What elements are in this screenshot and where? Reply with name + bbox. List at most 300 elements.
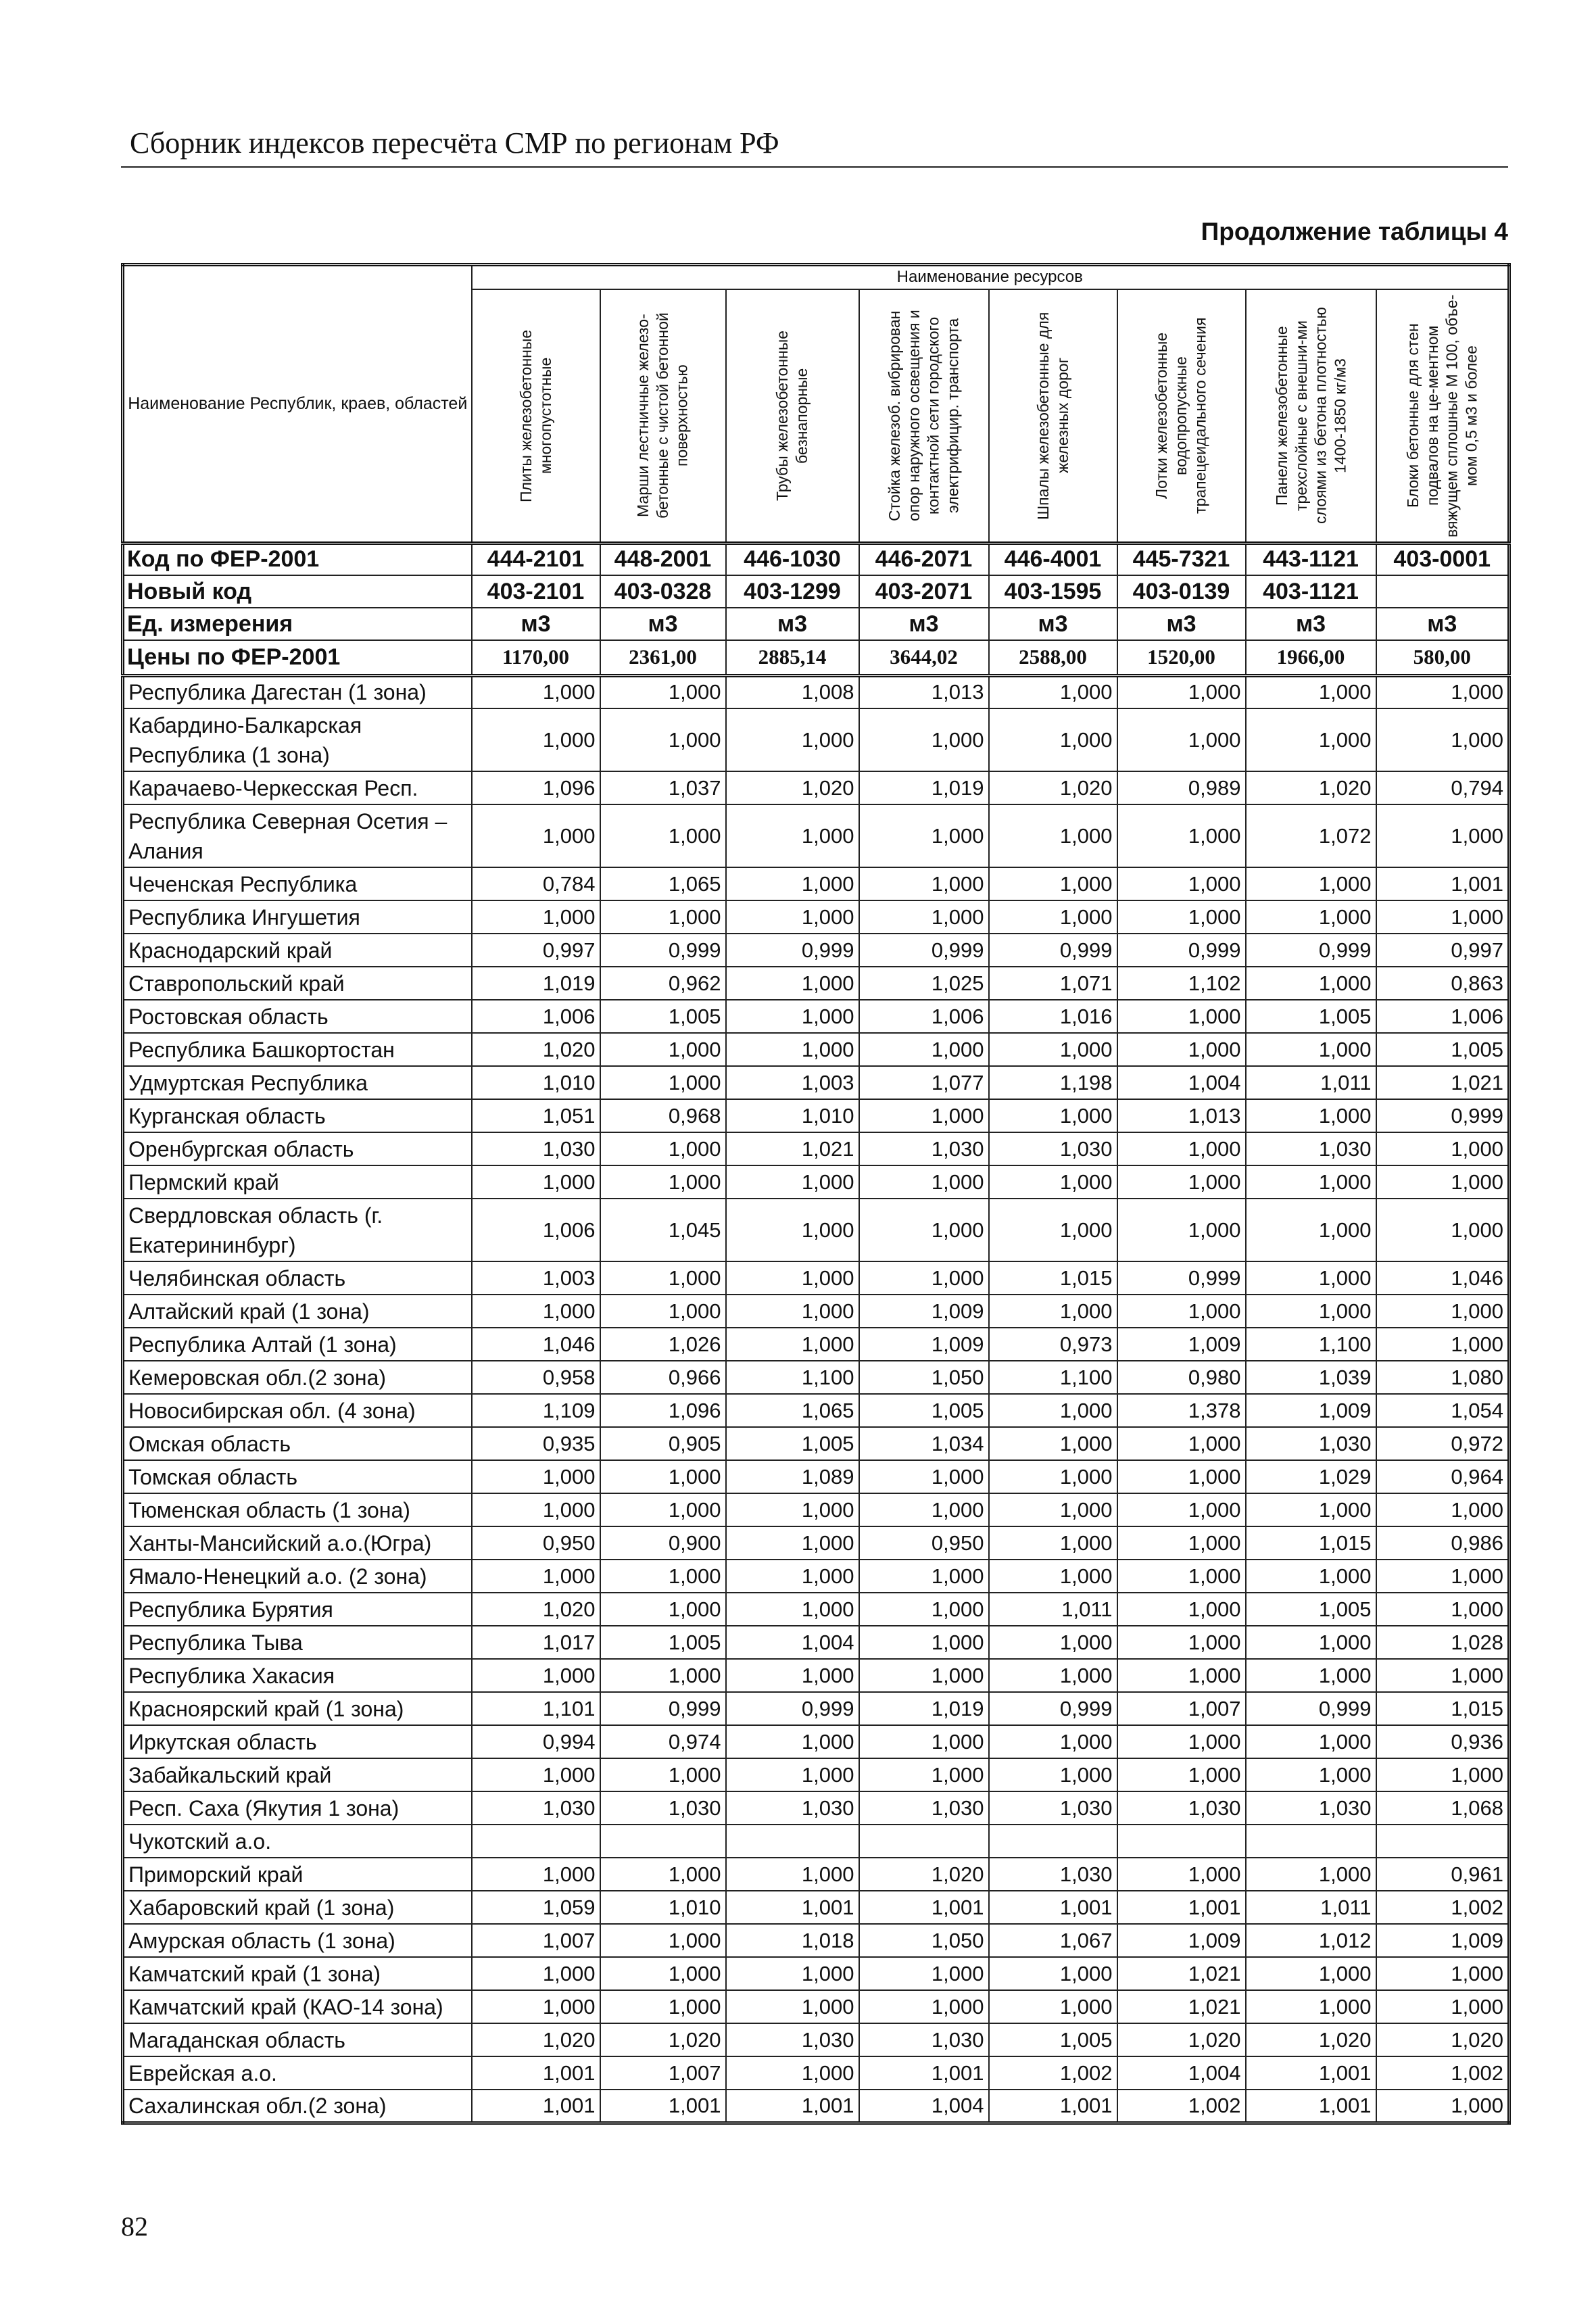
index-cell: 0,999 [726, 1692, 859, 1725]
resource-column-header [1117, 289, 1246, 544]
index-cell: 0,935 [472, 1427, 600, 1460]
index-cell: 1,030 [859, 1132, 989, 1165]
index-cell: 0,980 [1117, 1361, 1246, 1394]
index-cell: 1,072 [1246, 804, 1376, 867]
index-cell: 0,989 [1117, 771, 1246, 804]
region-name: Красноярский край (1 зона) [123, 1692, 472, 1725]
index-cell: 1,004 [726, 1626, 859, 1659]
index-cell: 1,000 [600, 1593, 726, 1626]
table-row [123, 1526, 1509, 1560]
index-cell: 1,000 [989, 867, 1117, 900]
index-cell: 1,000 [472, 1990, 600, 2023]
index-cell: 1,034 [859, 1427, 989, 1460]
index-cell: 1,000 [600, 1493, 726, 1526]
index-cell: 1,000 [989, 1560, 1117, 1593]
index-cell: 1,020 [1376, 2023, 1509, 2056]
region-name: Камчатский край (КАО-14 зона) [123, 1990, 472, 2023]
table-row [123, 867, 1509, 900]
table-row [123, 1924, 1509, 1957]
region-name: Амурская область (1 зона) [123, 1924, 472, 1957]
index-cell: 1,000 [1246, 1758, 1376, 1791]
code-cell [1376, 575, 1509, 608]
index-cell: 1,008 [726, 675, 859, 708]
region-name: Свердловская область (г. Екатерининбург) [123, 1199, 472, 1261]
index-cell: 1,005 [600, 1626, 726, 1659]
index-cell: 1,000 [859, 1990, 989, 2023]
index-cell: 1,000 [726, 804, 859, 867]
region-name: Кемеровская обл.(2 зона) [123, 1361, 472, 1394]
code-cell: м3 [1117, 608, 1246, 640]
index-cell: 0,997 [1376, 934, 1509, 967]
table-row [123, 1560, 1509, 1593]
index-cell: 1,000 [1117, 1659, 1246, 1692]
region-name: Еврейская а.о. [123, 2056, 472, 2090]
table-row [123, 1460, 1509, 1493]
index-cell: 1,000 [859, 1199, 989, 1261]
index-cell: 1,000 [600, 1261, 726, 1295]
index-cell: 1,000 [1246, 1990, 1376, 2023]
index-cell: 1,000 [1376, 675, 1509, 708]
index-cell: 1,000 [1376, 1132, 1509, 1165]
index-cell: 1,016 [989, 1000, 1117, 1033]
index-cell: 1,000 [1117, 1626, 1246, 1659]
index-cell: 0,999 [600, 934, 726, 967]
index-cell: 1,018 [726, 1924, 859, 1957]
index-cell: 1,000 [1246, 1199, 1376, 1261]
code-cell: 1170,00 [472, 640, 600, 675]
index-cell: 1,028 [1376, 1626, 1509, 1659]
resource-column-label: Шпалы железобетонные для железных дорог [1034, 311, 1071, 520]
index-cell: 1,000 [600, 1165, 726, 1199]
table-continuation-label: Продолжение таблицы 4 [1201, 218, 1508, 245]
index-cell: 1,000 [1376, 1165, 1509, 1199]
index-cell: 1,000 [726, 1033, 859, 1066]
region-name: Ставропольский край [123, 967, 472, 1000]
index-cell: 0,974 [600, 1725, 726, 1758]
index-cell: 1,080 [1376, 1361, 1509, 1394]
table-row [123, 1132, 1509, 1165]
index-cell: 1,002 [989, 2056, 1117, 2090]
index-cell [859, 1825, 989, 1858]
index-cell: 1,000 [600, 804, 726, 867]
index-cell: 1,030 [726, 2023, 859, 2056]
index-cell: 1,009 [1117, 1328, 1246, 1361]
index-cell: 1,030 [1117, 1791, 1246, 1825]
region-name: Республика Хакасия [123, 1659, 472, 1692]
index-cell: 1,019 [859, 771, 989, 804]
index-cell: 1,020 [1246, 771, 1376, 804]
index-cell: 1,000 [859, 1493, 989, 1526]
index-cell: 1,007 [1117, 1692, 1246, 1725]
index-cell: 1,000 [1117, 1593, 1246, 1626]
code-cell: 3644,02 [859, 640, 989, 675]
index-cell: 1,000 [859, 867, 989, 900]
resource-column-header [472, 289, 600, 544]
code-cell: 2885,14 [726, 640, 859, 675]
index-cell: 1,000 [600, 1659, 726, 1692]
index-cell: 1,030 [1246, 1132, 1376, 1165]
index-cell: 1,067 [989, 1924, 1117, 1957]
index-cell: 1,000 [1246, 675, 1376, 708]
index-cell: 1,000 [1376, 1493, 1509, 1526]
index-cell: 0,986 [1376, 1526, 1509, 1560]
index-cell: 1,000 [1117, 1725, 1246, 1758]
code-cell: 444-2101 [472, 543, 600, 575]
index-cell: 1,000 [726, 1593, 859, 1626]
table-row [123, 1891, 1509, 1924]
fer-price-row [123, 640, 1509, 675]
index-cell: 1,100 [1246, 1328, 1376, 1361]
index-cell: 1,001 [1246, 2056, 1376, 2090]
index-cell: 1,000 [726, 1165, 859, 1199]
index-cell: 1,000 [472, 1957, 600, 1990]
index-cell: 1,000 [1117, 1493, 1246, 1526]
index-cell [726, 1825, 859, 1858]
index-cell: 1,000 [726, 1659, 859, 1692]
region-name: Республика Бурятия [123, 1593, 472, 1626]
table-row [123, 1066, 1509, 1099]
resources-group-header: Наименование ресурсов [472, 265, 1509, 289]
index-cell: 1,000 [1246, 1957, 1376, 1990]
region-name: Ямало-Ненецкий а.о. (2 зона) [123, 1560, 472, 1593]
index-cell: 1,000 [989, 1493, 1117, 1526]
index-cell: 1,000 [859, 1626, 989, 1659]
index-cell: 1,000 [1246, 1099, 1376, 1132]
table-row [123, 1394, 1509, 1427]
index-cell: 1,000 [1376, 2090, 1509, 2123]
index-cell: 1,000 [1376, 1990, 1509, 2023]
region-name: Омская область [123, 1427, 472, 1460]
row-label: Код по ФЕР-2001 [123, 543, 472, 575]
index-cell: 1,000 [1246, 900, 1376, 934]
index-cell: 1,020 [472, 1593, 600, 1626]
index-cell: 1,000 [1376, 1328, 1509, 1361]
index-cell: 1,000 [989, 1099, 1117, 1132]
index-cell: 1,096 [472, 771, 600, 804]
index-cell: 1,000 [989, 804, 1117, 867]
index-cell: 1,021 [1117, 1957, 1246, 1990]
index-cell: 0,999 [989, 934, 1117, 967]
index-cell [1376, 1825, 1509, 1858]
region-name: Чукотский а.о. [123, 1825, 472, 1858]
code-cell: м3 [989, 608, 1117, 640]
region-name: Ханты-Мансийский а.о.(Югра) [123, 1526, 472, 1560]
index-cell: 1,009 [859, 1328, 989, 1361]
index-cell: 1,004 [1117, 2056, 1246, 2090]
index-cell: 1,021 [1376, 1066, 1509, 1099]
index-cell: 1,021 [1117, 1990, 1246, 2023]
index-cell: 1,000 [726, 967, 859, 1000]
new-code-row [123, 575, 1509, 608]
table-row [123, 1990, 1509, 2023]
index-cell: 1,013 [1117, 1099, 1246, 1132]
index-cell: 1,005 [989, 2023, 1117, 2056]
index-cell: 1,013 [859, 675, 989, 708]
index-cell: 1,000 [1246, 1659, 1376, 1692]
table-row [123, 804, 1509, 867]
index-cell: 1,050 [859, 1361, 989, 1394]
index-cell: 1,001 [1376, 867, 1509, 900]
index-cell: 0,999 [1117, 1261, 1246, 1295]
index-cell: 1,000 [726, 1560, 859, 1593]
index-cell: 1,029 [1246, 1460, 1376, 1493]
index-cell: 0,863 [1376, 967, 1509, 1000]
index-cell: 0,999 [1246, 934, 1376, 967]
index-cell: 1,000 [1246, 1858, 1376, 1891]
region-name: Ростовская область [123, 1000, 472, 1033]
table-row [123, 1825, 1509, 1858]
index-cell: 1,000 [859, 1099, 989, 1132]
index-cell: 1,020 [1246, 2023, 1376, 2056]
region-name: Республика Ингушетия [123, 900, 472, 934]
index-cell: 1,000 [859, 1033, 989, 1066]
index-cell: 1,000 [989, 1990, 1117, 2023]
page-number: 82 [121, 2211, 148, 2242]
region-name: Алтайский край (1 зона) [123, 1295, 472, 1328]
index-cell: 1,007 [600, 2056, 726, 2090]
index-cell: 0,999 [1117, 934, 1246, 967]
index-cell: 1,001 [1117, 1891, 1246, 1924]
index-cell: 0,999 [726, 934, 859, 967]
index-cell: 1,006 [859, 1000, 989, 1033]
code-cell: 445-7321 [1117, 543, 1246, 575]
index-cell: 1,000 [859, 1560, 989, 1593]
index-cell: 1,000 [989, 1427, 1117, 1460]
index-cell: 1,015 [989, 1261, 1117, 1295]
index-cell: 1,000 [989, 1295, 1117, 1328]
index-cell: 1,000 [989, 675, 1117, 708]
table-row [123, 1692, 1509, 1725]
index-cell: 1,000 [726, 1000, 859, 1033]
index-cell: 1,000 [1117, 708, 1246, 771]
code-cell: 403-0001 [1376, 543, 1509, 575]
index-cell [600, 1825, 726, 1858]
region-name: Чеченская Республика [123, 867, 472, 900]
index-cell: 1,000 [472, 1659, 600, 1692]
index-cell: 1,000 [726, 1758, 859, 1791]
index-cell: 1,000 [1117, 1560, 1246, 1593]
index-cell: 1,015 [1376, 1692, 1509, 1725]
table-row [123, 675, 1509, 708]
index-cell: 1,000 [600, 675, 726, 708]
document-title: Сборник индексов пересчёта СМР по регионам РФ [130, 126, 779, 160]
index-cell: 1,000 [726, 1858, 859, 1891]
index-cell: 1,005 [1246, 1000, 1376, 1033]
index-cell: 1,000 [726, 1261, 859, 1295]
index-cell: 0,999 [1246, 1692, 1376, 1725]
code-cell: м3 [600, 608, 726, 640]
index-cell: 1,019 [859, 1692, 989, 1725]
index-cell: 1,020 [600, 2023, 726, 2056]
index-cell: 1,000 [1117, 1165, 1246, 1199]
index-cell: 1,000 [600, 1957, 726, 1990]
unit-row [123, 608, 1509, 640]
row-label: Новый код [123, 575, 472, 608]
index-cell: 1,000 [472, 1758, 600, 1791]
index-cell: 1,004 [1117, 1066, 1246, 1099]
index-cell: 1,000 [600, 1066, 726, 1099]
index-cell: 1,000 [1376, 708, 1509, 771]
region-name: Республика Алтай (1 зона) [123, 1328, 472, 1361]
index-cell: 1,102 [1117, 967, 1246, 1000]
index-cell: 1,000 [1117, 867, 1246, 900]
code-cell: 448-2001 [600, 543, 726, 575]
resource-column-label: Марши лестничные железо-бетонные с чистой бетонной поверхностью [634, 312, 691, 518]
index-cell: 1,000 [1117, 1000, 1246, 1033]
index-cell: 1,000 [989, 1626, 1117, 1659]
index-cell: 1,010 [600, 1891, 726, 1924]
table-row [123, 2056, 1509, 2090]
table-row [123, 1000, 1509, 1033]
index-cell: 1,000 [1246, 1033, 1376, 1066]
index-cell: 0,999 [1376, 1099, 1509, 1132]
index-cell: 1,000 [989, 1165, 1117, 1199]
region-name: Удмуртская Республика [123, 1066, 472, 1099]
index-cell: 1,010 [726, 1099, 859, 1132]
region-name: Карачаево-Черкесская Респ. [123, 771, 472, 804]
region-name: Камчатский край (1 зона) [123, 1957, 472, 1990]
index-cell [472, 1825, 600, 1858]
index-cell: 1,000 [600, 1560, 726, 1593]
index-cell: 1,000 [859, 1593, 989, 1626]
table-row [123, 1361, 1509, 1394]
index-cell: 1,000 [1376, 804, 1509, 867]
index-cell: 1,000 [859, 1460, 989, 1493]
index-cell: 1,001 [472, 2056, 600, 2090]
index-cell: 1,000 [472, 1165, 600, 1199]
index-cell [1246, 1825, 1376, 1858]
table-row [123, 1758, 1509, 1791]
index-cell: 1,198 [989, 1066, 1117, 1099]
region-name: Челябинская область [123, 1261, 472, 1295]
index-cell: 0,964 [1376, 1460, 1509, 1493]
table-row [123, 1427, 1509, 1460]
index-cell: 1,000 [726, 867, 859, 900]
table-row [123, 1725, 1509, 1758]
code-cell: 1520,00 [1117, 640, 1246, 675]
resource-column-label: Стойка железоб. вибрирован опор наружного освещения и контактной сети городского электрифицир. транспорта [886, 310, 962, 521]
resource-column-header [726, 289, 859, 544]
index-cell: 1,000 [1246, 1261, 1376, 1295]
code-cell: м3 [1376, 608, 1509, 640]
index-cell: 0,962 [600, 967, 726, 1000]
index-cell: 1,000 [1117, 1758, 1246, 1791]
resource-column-label: Плиты железобетонные многопустотные [516, 329, 554, 502]
table-row [123, 771, 1509, 804]
index-cell: 1,020 [726, 771, 859, 804]
code-cell: 403-1595 [989, 575, 1117, 608]
index-cell: 1,000 [1376, 1295, 1509, 1328]
index-cell: 1,019 [472, 967, 600, 1000]
index-cell: 1,000 [859, 1725, 989, 1758]
table-row [123, 1858, 1509, 1891]
index-cell: 1,000 [600, 1132, 726, 1165]
index-cell: 1,007 [472, 1924, 600, 1957]
region-name: Курганская область [123, 1099, 472, 1132]
index-cell: 1,000 [1246, 1295, 1376, 1328]
resource-column-label: Блоки бетонные для стен подвалов на це-ментном вяжущем сплошные М 100, объе-мом 0,5 м3 и более [1403, 293, 1480, 537]
code-cell: 1966,00 [1246, 640, 1376, 675]
regional-indices-table [121, 263, 1511, 2125]
index-cell: 1,000 [1117, 1199, 1246, 1261]
resource-column-header [600, 289, 726, 544]
index-cell: 1,030 [989, 1858, 1117, 1891]
index-cell: 1,000 [859, 804, 989, 867]
index-cell: 1,001 [600, 2090, 726, 2123]
index-cell: 0,999 [600, 1692, 726, 1725]
index-cell: 1,000 [989, 900, 1117, 934]
index-cell: 1,100 [989, 1361, 1117, 1394]
table-row [123, 1328, 1509, 1361]
index-cell: 1,000 [600, 1758, 726, 1791]
index-cell: 1,001 [989, 2090, 1117, 2123]
index-cell: 1,000 [726, 1725, 859, 1758]
index-cell: 1,378 [1117, 1394, 1246, 1427]
table-row [123, 1659, 1509, 1692]
index-cell: 1,005 [1376, 1033, 1509, 1066]
index-cell: 1,000 [600, 1460, 726, 1493]
index-cell: 0,784 [472, 867, 600, 900]
index-cell: 0,968 [600, 1099, 726, 1132]
region-name: Республика Дагестан (1 зона) [123, 675, 472, 708]
index-cell: 0,997 [472, 934, 600, 967]
region-name: Хабаровский край (1 зона) [123, 1891, 472, 1924]
region-name: Магаданская область [123, 2023, 472, 2056]
index-cell: 1,030 [600, 1791, 726, 1825]
index-cell: 1,000 [859, 1261, 989, 1295]
index-cell: 1,000 [859, 1165, 989, 1199]
index-cell: 1,039 [1246, 1361, 1376, 1394]
index-cell: 1,030 [989, 1791, 1117, 1825]
region-name: Краснодарский край [123, 934, 472, 967]
index-cell: 1,000 [989, 1460, 1117, 1493]
region-column-header: Наименование Республик, краев, областей [123, 265, 472, 544]
index-cell: 1,000 [859, 1758, 989, 1791]
region-name: Республика Башкортостан [123, 1033, 472, 1066]
index-cell [1117, 1825, 1246, 1858]
index-cell: 1,003 [472, 1261, 600, 1295]
index-cell: 1,009 [859, 1295, 989, 1328]
index-cell: 1,046 [472, 1328, 600, 1361]
index-cell: 1,026 [600, 1328, 726, 1361]
index-cell: 0,966 [600, 1361, 726, 1394]
index-cell: 1,000 [726, 1493, 859, 1526]
resource-column-label: Панели железобетонные трехслойные с внешни-ми слоями из бетона плотностью 1400-1850 кг/м3 [1272, 307, 1349, 524]
index-cell: 1,004 [859, 2090, 989, 2123]
index-cell: 1,001 [726, 2090, 859, 2123]
index-cell: 1,000 [1117, 1132, 1246, 1165]
resource-column-header [1376, 289, 1509, 544]
table-row [123, 1957, 1509, 1990]
index-cell: 1,001 [989, 1891, 1117, 1924]
code-cell: 2361,00 [600, 640, 726, 675]
table-row [123, 967, 1509, 1000]
index-cell: 1,001 [859, 1891, 989, 1924]
table-row [123, 1791, 1509, 1825]
index-cell: 1,000 [600, 1858, 726, 1891]
index-cell: 1,000 [989, 1659, 1117, 1692]
title-divider [121, 166, 1508, 168]
index-cell: 1,054 [1376, 1394, 1509, 1427]
index-cell: 1,071 [989, 967, 1117, 1000]
index-cell: 1,002 [1376, 2056, 1509, 2090]
index-cell: 1,020 [859, 1858, 989, 1891]
index-cell: 1,000 [989, 1394, 1117, 1427]
index-cell: 1,050 [859, 1924, 989, 1957]
index-cell: 1,000 [989, 1758, 1117, 1791]
index-cell: 1,000 [1246, 967, 1376, 1000]
index-cell: 1,000 [1246, 1725, 1376, 1758]
